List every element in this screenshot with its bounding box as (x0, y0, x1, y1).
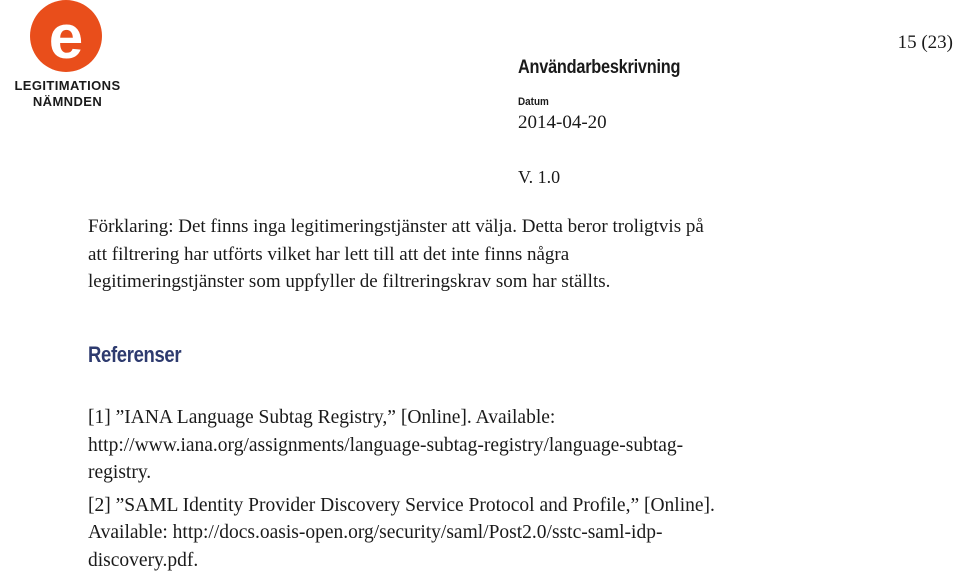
reference-link[interactable]: http://www.iana.org/assignments/language-subtag-registry/language-subtag- (88, 434, 684, 456)
explanation-paragraph (88, 213, 878, 296)
organization-logo (0, 0, 135, 112)
date-value: 2014-04-20 (518, 112, 607, 133)
reference-link[interactable]: Available: http://docs.oasis-open.org/security/saml/Post2.0/sstc-saml-idp- (88, 522, 663, 543)
reference-item (88, 492, 878, 575)
explanation-line: att filtrering har utförts vilket har lett till att det inte finns några (88, 243, 570, 265)
page-number: 15 (23) (897, 32, 953, 53)
logo-letter: e (48, 3, 84, 72)
reference-line: [2] ”SAML Identity Provider Discovery Service Protocol and Profile,” [Online]. (88, 494, 715, 516)
explanation-line: Förklaring: Det finns inga legitimeringstjänster att välja. Detta beror troligtvis på (88, 216, 704, 237)
reference-item (88, 404, 878, 487)
logo-text-line-2: NÄMNDEN (32, 94, 103, 109)
logo-text-line-1: LEGITIMATIONS (14, 78, 121, 93)
version-label: V. 1.0 (518, 167, 561, 187)
explanation-line: legitimeringstjänster som uppfyller de filtreringskrav som har ställts. (88, 271, 611, 292)
references-heading: Referenser (88, 342, 182, 367)
logo-e-icon (26, 0, 106, 78)
reference-line: [1] ”IANA Language Subtag Registry,” [Online]. Available: (88, 407, 556, 428)
reference-line: registry. (88, 462, 152, 483)
references-list (88, 404, 878, 579)
date-label: Datum (518, 96, 549, 108)
reference-line: discovery.pdf. (88, 549, 199, 571)
document-title: Användarbeskrivning (518, 57, 681, 78)
